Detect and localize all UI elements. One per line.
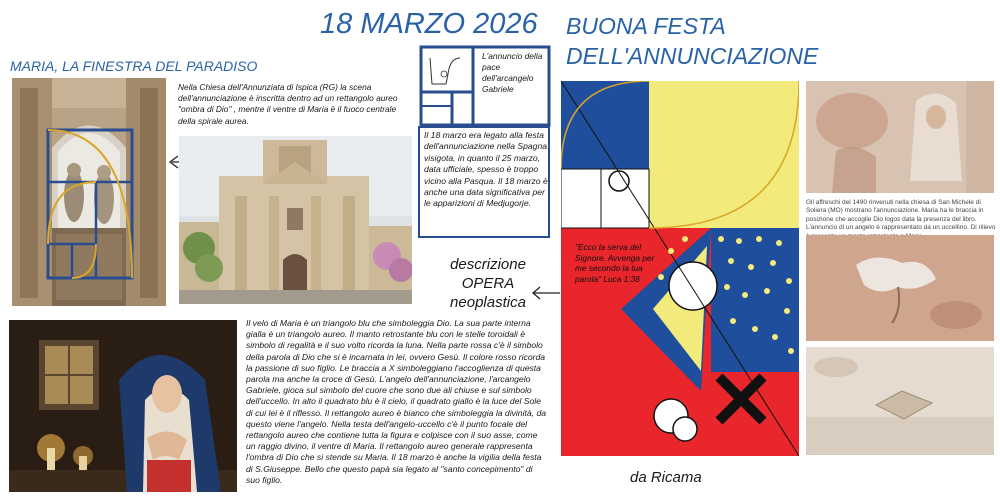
annuncio-caption: L'annuncio della pace dell'arcangelo Gabriele — [482, 51, 543, 94]
opera-description-text: Il velo di Maria è un triangolo blu che simboleggia Dio. La sua parte interna gialla è un triangolo aureo. Il manto retrostante blu con le stelle toroidali è simbolo di regalità e il suo volto ricorda la luna. Nella parte rossa c'è il simbolo della parola di Dio che si è incarnata in lei, ovvero Gesù. Il colore rosso ricorda la passione di suo figlio. Le braccia a X simboleggiano l'accoglienza di questa parola ma anche la croce di Gesù. L'angelo dell'annunciazione, l'arcangelo Gabriele, gioca sul simbolo del cuore che sono due ali chiuse e sul simbolo dell'uccello. In alto il quadrato blu è il cielo, il quadrato giallo è la luce del Sole di cui lei è il riflesso. Il rettangolo aureo è bianco che simboleggia la divinità, da questo viene l'angelo. Nella testa dell'angelo-uccello c'è il punto focale del rettangolo aureo che contiene tutta la figura e colpisce con il suo asse, come un raggio divino, il ventre di Maria. Il rettangolo aureo generale rappresenta l'ombra di Dio che si stende su Maria. Il 18 marzo è anche la vigilia della festa di S.Giuseppe. Bello che questo papà sia legato al "santo concepimento" di suo figlio. — [246, 318, 546, 485]
bible-quote: "Ecco la serva del Signore. Avvenga per me secondo la tua parola" Luca 1:38 — [575, 242, 655, 284]
marzo-info-text: Il 18 marzo era legato alla festa dell'annunciazione nella Spagna visigota, in quanto il 25 marzo, data ufficiale, spesso è troppo vicino alla Pasqua. Il 18 marzo è anche una data significativa per le apparizioni di Medjugorje. — [424, 130, 548, 209]
ispica-window-photo — [12, 78, 166, 306]
artwork-credit: da Ricama — [630, 469, 702, 486]
festa-title-line1: BUONA FESTA — [566, 13, 726, 39]
date-title: 18 MARZO 2026 — [320, 8, 538, 40]
fresco-photo-bottom — [806, 347, 994, 455]
ispica-description: Nella Chiesa dell'Annunziata di Ispica (RG) la scena dell'annunciazione è inscritta dentro ad un rettangolo aureo "ombra di Dio" , mentre il ventre di Maria è il fuoco centrale della spirale aurea. — [178, 82, 398, 126]
opera-label-line2: OPERA — [461, 275, 515, 292]
fresco-photo-top — [806, 81, 994, 193]
section-title-maria: MARIA, LA FINESTRA DEL PARADISO — [10, 58, 258, 74]
church-photo — [179, 136, 412, 304]
fresco-photo-middle — [806, 235, 994, 341]
maria-praying-painting — [9, 320, 237, 492]
opera-label-line1: descrizione — [450, 256, 526, 273]
frescoes-description: Gli affreschi del 1490 rinvenuti nella chiesa di San Michele di Soliera (MO) mostrano l'annunciazione. Maria ha le braccia in posizione che accoglie Dio logos data la presenza del libro. L'annuncio di un angelo è rappresentato da un uccellino. Di rilievo — [806, 199, 996, 232]
festa-title-line2: DELL'ANNUNCIAZIONE — [566, 43, 819, 69]
opera-label-line3: neoplastica — [450, 294, 526, 311]
arrow-left-icon — [530, 286, 562, 300]
